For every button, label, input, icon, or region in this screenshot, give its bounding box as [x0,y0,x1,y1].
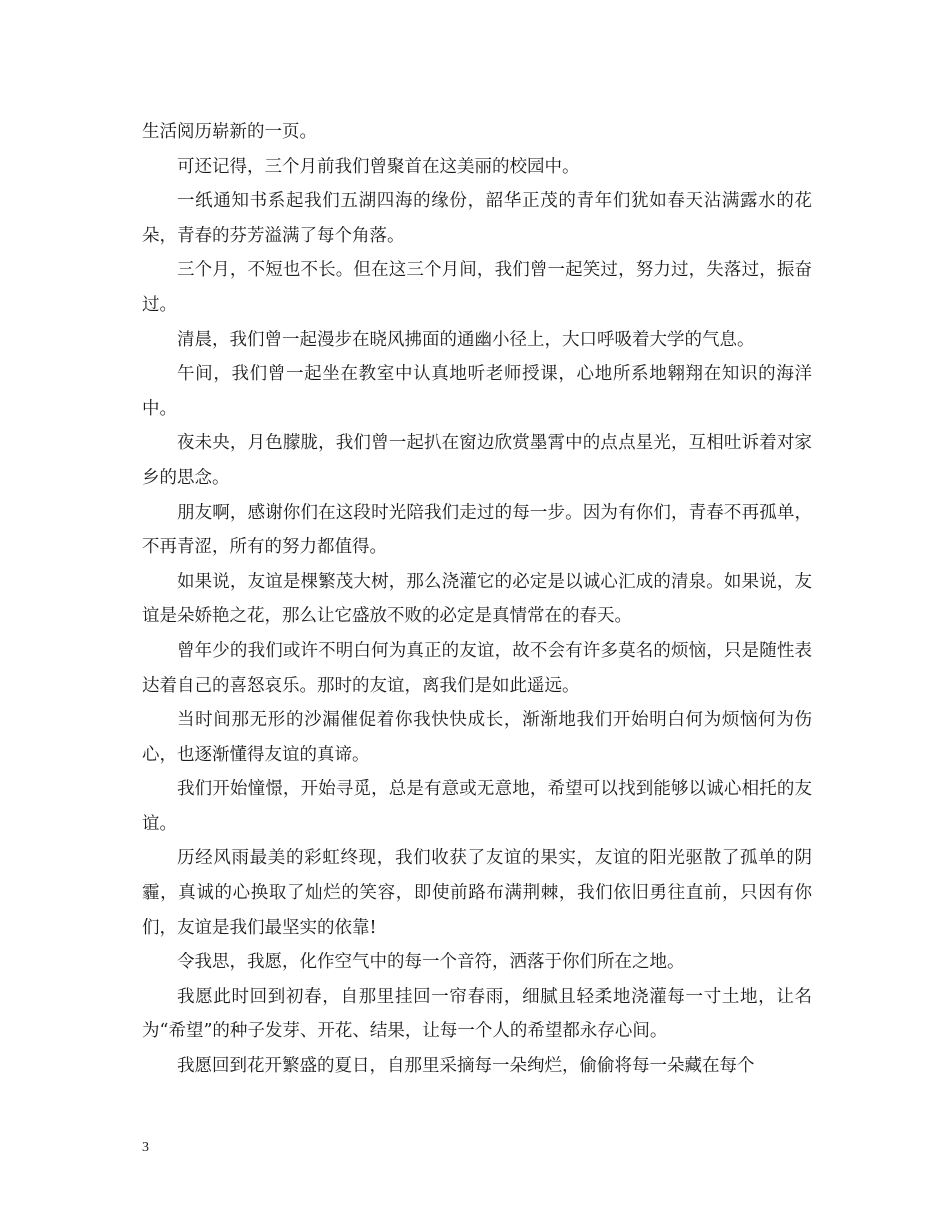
paragraph: 我愿此时回到初春，自那里挂回一帘春雨，细腻且轻柔地浇灌每一寸土地，让名为“希望”的种子发芽、开花、结果，让每一个人的希望都永存心间。 [142,986,812,1042]
page-number: 3 [142,1140,149,1155]
paragraph: 曾年少的我们或许不明白何为真正的友谊，故不会有许多莫名的烦恼，只是随性表达着自己的喜怒哀乐。那时的友谊，离我们是如此遥远。 [142,640,812,696]
paragraph: 我愿回到花开繁盛的夏日，自那里采摘每一朵绚烂，偷偷将每一朵藏在每个 [177,1056,755,1077]
paragraph: 历经风雨最美的彩虹终现，我们收获了友谊的果实，友谊的阳光驱散了孤单的阴霾，真诚的心换取了灿烂的笑容，即使前路布满荆棘，我们依旧勇往直前，只因有你们，友谊是我们最坚实的依靠! [142,848,812,938]
paragraph: 午间，我们曾一起坐在教室中认真地听老师授课，心地所系地翱翔在知识的海洋中。 [142,364,812,419]
paragraph: 清晨，我们曾一起漫步在晓风拂面的通幽小径上，大口呼吸着大学的气息。 [177,329,755,350]
paragraph: 当时间那无形的沙漏催促着你我快快成长，渐渐地我们开始明白何为烦恼何为伤心，也逐渐懂得友谊的真谛。 [142,710,812,765]
paragraph: 如果说，友谊是棵繁茂大树，那么浇灌它的必定是以诚心汇成的清泉。如果说，友谊是朵娇艳之花，那么让它盛放不败的必定是真情常在的春天。 [142,571,812,627]
document-body [142,115,812,1084]
paragraph: 三个月，不短也不长。但在这三个月间，我们曾一起笑过，努力过，失落过，振奋过。 [142,260,812,315]
paragraph: 令我思，我愿，化作空气中的每一个音符，洒落于你们所在之地。 [177,952,685,973]
paragraph: 夜未央，月色朦胧，我们曾一起扒在窗边欣赏墨霄中的点点星光，互相吐诉着对家乡的思念。 [142,433,812,488]
paragraph: 可还记得，三个月前我们曾聚首在这美丽的校园中。 [177,156,580,177]
paragraph: 我们开始憧憬，开始寻觅，总是有意或无意地，希望可以找到能够以诚心相托的友谊。 [142,779,812,834]
paragraph-continuation: 生活阅历崭新的一页。 [142,122,317,142]
paragraph: 朋友啊，感谢你们在这段时光陪我们走过的每一步。因为有你们，青春不再孤单，不再青涩，所有的努力都值得。 [142,502,812,558]
paragraph: 一纸通知书系起我们五湖四海的缘份，韶华正茂的青年们犹如春天沾满露水的花朵，青春的芬芳溢满了每个角落。 [142,191,812,246]
